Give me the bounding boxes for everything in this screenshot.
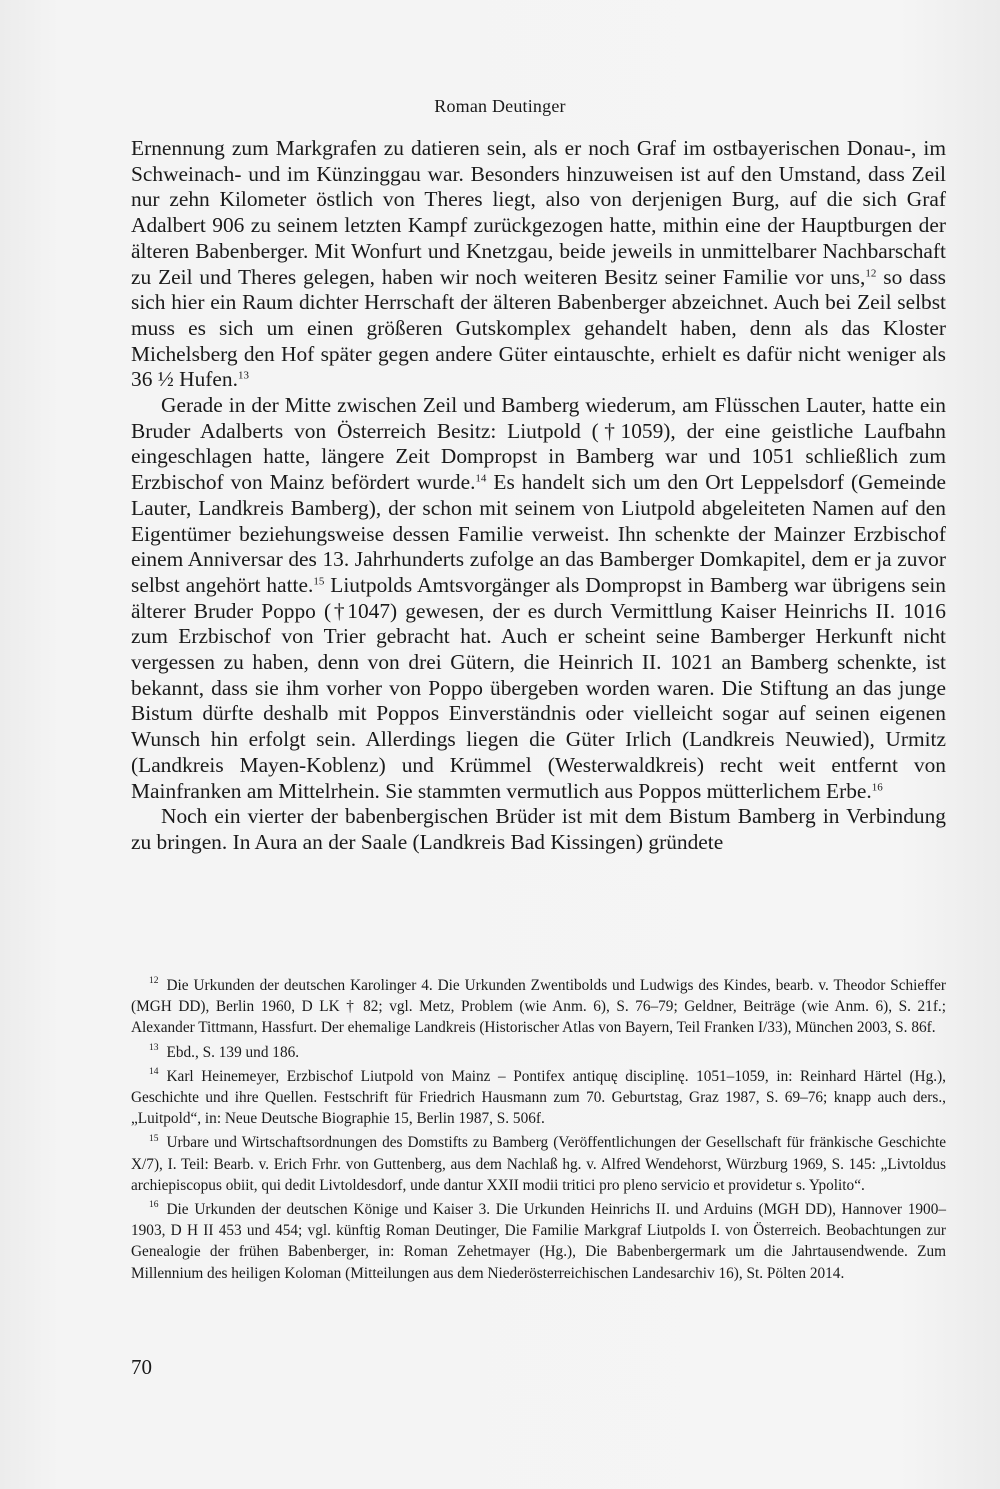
footnote-number: 13 [149, 1042, 159, 1053]
footnote-12 [131, 975, 946, 1039]
footnotes [131, 975, 946, 1287]
footnote-text: Die Urkunden der deutschen Könige und Kaiser 3. Die Urkunden Heinrichs II. und Arduins (MGH DD), Hannover 1900–1903, D H II 453 und 454; vgl. künftig Roman Deutinger, Die Familie Markgraf Liutpolds I. von Österreich. Beobachtungen zur Genealogie der frühen Babenberger, in: Roman Zehetmayer (Hg.), Die Babenbergermark um die Jahrtausendwende. Zum Millennium des heiligen Koloman (Mitteilungen aus dem Niederösterreichischen Landesarchiv 16), St. Pölten 2014. [131, 1201, 946, 1282]
footnote-16 [131, 1199, 946, 1284]
footnote-text: Urbare und Wirtschaftsordnungen des Domstifts zu Bamberg (Veröffentlichungen der Gesellschaft für fränkische Geschichte X/7), I. Teil: Bearb. v. Erich Frhr. von Guttenberg, aus dem Nachlaß hg. v. Alfred Wendehorst, Würzburg 1969, S. 145: „Livtoldus archiepiscopus obiit, qui dedit Livtoldesdorf, unde dantur XXII modii tritici pro pleno servicio et providetur s. Ypolito“. [131, 1134, 946, 1194]
footnote-number: 16 [149, 1200, 159, 1211]
footnote-ref-16[interactable]: 16 [871, 780, 883, 793]
footnote-ref-13[interactable]: 13 [237, 369, 249, 382]
footnote-14 [131, 1066, 946, 1130]
footnote-13 [131, 1042, 946, 1063]
footnote-15 [131, 1132, 946, 1196]
footnote-ref-12[interactable]: 12 [865, 266, 877, 279]
footnote-number: 12 [149, 976, 159, 987]
footnote-number: 14 [149, 1067, 159, 1078]
footnote-ref-15[interactable]: 15 [313, 575, 325, 588]
footnote-text: Ebd., S. 139 und 186. [166, 1043, 300, 1061]
footnote-number: 15 [149, 1133, 159, 1144]
footnote-text: Die Urkunden der deutschen Karolinger 4. Die Urkunden Zwentibolds und Ludwigs des Kindes, bearb. v. Theodor Schieffer (MGH DD), Berlin 1960, D LK † 82; vgl. Metz, Problem (wie Anm. 6), S. 76–79; Geldner, Beiträge (wie Anm. 6), S. 21f.; Alexander Tittmann, Hassfurt. Der ehemalige Landkreis (Historischer Atlas von Bayern, Teil Franken I/33), München 2003, S. 86f. [131, 977, 946, 1037]
footnote-ref-14[interactable]: 14 [475, 472, 487, 485]
paragraph-3: Noch ein vierter der babenbergischen Brüder ist mit dem Bistum Bamberg in Verbindung zu bringen. In Aura an der Saale (Landkreis Bad Kissingen) gründete [131, 804, 946, 854]
paragraph-1: Ernennung zum Markgrafen zu datieren sein, als er noch Graf im ostbayerischen Donau-, im Schweinach- und im Künzinggau war. Besonders hinzuweisen ist auf den Umstand, dass Zeil nur zehn Kilometer östlich von Theres liegt, also von derjenigen Burg, auf die sich Graf Adalbert 906 zu seinem letzten Kampf zurückgezogen hatte, mithin eine der Hauptburgen der älteren Babenberger. Mit Wonfurt und Knetzgau, beide jeweils in unmittelbarer Nachbarschaft zu Zeil und Theres gelegen, haben wir noch weiteren Besitz seiner Familie vor uns,$^{12}$ so dass sich hier ein Raum dichter Herrschaft der älteren Babenberger abzeichnet. Auch bei Zeil selbst muss es sich um einen größeren Gutskomplex gehandelt haben, denn als das Kloster Michelsberg den Hof später gegen andere Güter eintauschte, erhielt es dafür nicht weniger als 36 ½ Hufen.$^{13}$ [131, 136, 946, 392]
running-head: Roman Deutinger [434, 96, 566, 116]
footnote-text: Karl Heinemeyer, Erzbischof Liutpold von Mainz – Pontifex antiquę disciplinę. 1051–1059, in: Reinhard Härtel (Hg.), Geschichte und ihre Quellen. Festschrift für Friedrich Hausmann zum 70. Geburtstag, Graz 1987, S. 69–76; knapp auch ders., „Luitpold“, in: Neue Deutsche Biographie 15, Berlin 1987, S. 506f. [131, 1067, 946, 1128]
paragraph-2: Gerade in der Mitte zwischen Zeil und Bamberg wiederum, am Flüsschen Lauter, hatte ein Bruder Adalberts von Österreich Besitz: Liutpold (†1059), der eine geistliche Laufbahn eingeschlagen hatte, längere Zeit Dompropst in Bamberg war und 1051 schließlich zum Erzbischof von Mainz befördert wurde.$^{14}$ Es handelt sich um den Ort Leppelsdorf (Gemeinde Lauter, Landkreis Bamberg), der schon mit seinem von Liutpold abgeleiteten Namen auf den Eigentümer beziehungsweise dessen Familie verweist. Ihn schenkte der Mainzer Erzbischof einem Anniversar des 13. Jahrhunderts zufolge an das Bamberger Domkapitel, dem er ja zuvor selbst angehört hatte.$^{15}$ Liutpolds Amtsvorgänger als Dompropst in Bamberg war übrigens sein älterer Bruder Poppo (†1047) gewesen, der es durch Vermittlung Kaiser Heinrichs II. 1016 zum Erzbischof von Trier gebracht hat. Auch er scheint seine Bamberger Herkunft nicht vergessen zu haben, denn von drei Gütern, die Heinrich II. 1021 an Bamberg schenkte, ist bekannt, dass sie ihm vorher von Poppo übergeben worden waren. Die Stiftung an das junge Bistum dürfte deshalb mit Poppos Einverständnis oder vielleicht sogar auf seinen eigenen Wunsch hin erfolgt sein. Allerdings liegen die Güter Irlich (Landkreis Neuwied), Urmitz (Landkreis Mayen-Koblenz) und Krümmel (Westerwaldkreis) recht weit entfernt von Mainfranken am Mittelrhein. Sie stammten vermutlich aus Poppos mütterlichem Erbe.$^{16}$ [131, 393, 947, 803]
page-number: 70 [131, 1355, 152, 1379]
main-text [131, 136, 946, 856]
